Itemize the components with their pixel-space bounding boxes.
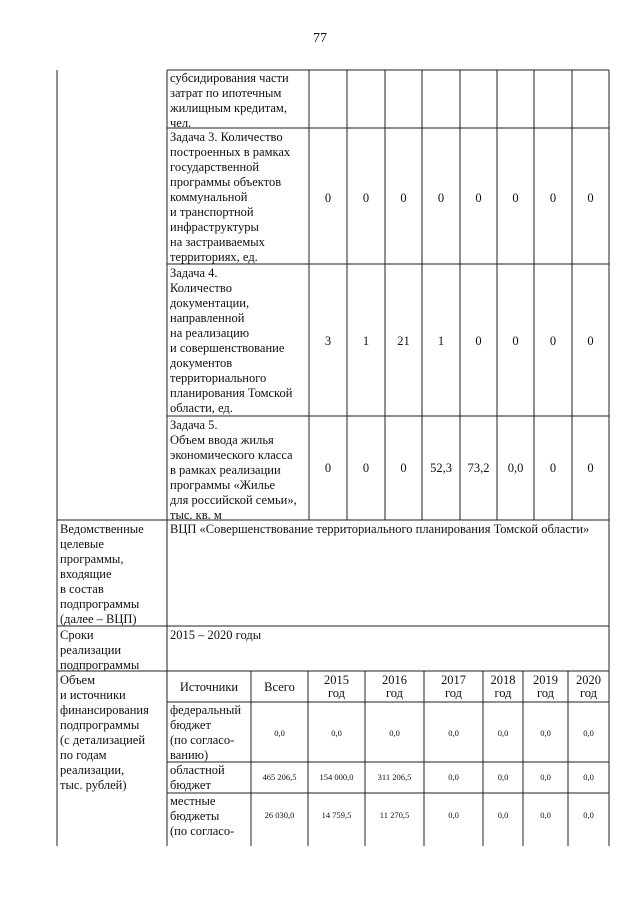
cell-value: 0 <box>587 334 594 348</box>
page-number: 77 <box>313 31 327 46</box>
cell-value: 0 <box>362 461 370 475</box>
cell-value: 0 <box>512 334 519 348</box>
cell-value: 0,0 <box>540 728 551 738</box>
header-year: 2018 год <box>490 673 516 700</box>
cell-value: 0,0 <box>389 728 400 738</box>
cell-value: 0 <box>475 191 482 205</box>
terms-label: Сроки реализации подпрограммы <box>60 628 140 672</box>
indicator-label-task5: Задача 5. Объем ввода жилья экономического класса в рамках реализации программы «Жилье для российской семьи», тыс. кв. м <box>170 418 297 522</box>
source-regional: областной бюджет <box>170 763 225 792</box>
cell-value: 0 <box>324 191 332 205</box>
cell-value: 11 270,5 <box>379 810 410 820</box>
cell-value: 0 <box>587 461 594 475</box>
cell-value: 0 <box>437 191 445 205</box>
cell-value: 0 <box>549 334 557 348</box>
indicator-label-task4: Задача 4. Количество документации, направленной на реализацию и совершенствование документов территориального планирования Томской области, ед. <box>170 266 293 415</box>
cell-value: 154 000,0 <box>319 772 354 782</box>
cell-value: 0,0 <box>274 728 285 738</box>
cell-value: 0 <box>324 461 332 475</box>
indicator-label-1: субсидирования части затрат по ипотечным жилищным кредитам, чел. <box>170 71 289 130</box>
cell-value: 0,0 <box>448 810 459 820</box>
cell-value: 73,2 <box>467 461 490 475</box>
cell-value: 0 <box>400 461 407 475</box>
cell-value: 0 <box>549 461 557 475</box>
cell-value: 0,0 <box>583 810 594 820</box>
cell-value: 14 759,5 <box>321 810 352 820</box>
cell-value: 0,0 <box>540 810 551 820</box>
cell-value: 0,0 <box>583 772 594 782</box>
financing-label: Объем и источники финансирования подпрограммы (с детализацией по годам реализации, тыс. рублей) <box>60 673 149 792</box>
vcp-label: Ведомственные целевые программы, входящие в состав подпрограммы (далее – ВЦП) <box>60 522 144 626</box>
header-year: 2020 год <box>576 673 601 700</box>
cell-value: 0 <box>587 191 594 205</box>
source-federal: федеральный бюджет (по согласо- ванию) <box>170 703 242 762</box>
header-year: 2017 год <box>441 673 466 700</box>
cell-value: 1 <box>437 334 445 348</box>
cell-value: 0,0 <box>497 772 509 782</box>
cell-value: 21 <box>397 334 410 348</box>
header-year: 2015 год <box>324 673 349 700</box>
cell-value: 0,0 <box>583 728 594 738</box>
terms-value: 2015 – 2020 годы <box>170 628 262 642</box>
cell-value: 0 <box>400 191 407 205</box>
cell-value: 0,0 <box>497 728 509 738</box>
cell-value: 26 030,0 <box>264 810 295 820</box>
cell-value: 311 206,5 <box>377 772 412 782</box>
cell-value: 0 <box>475 334 482 348</box>
cell-value: 0,0 <box>448 728 459 738</box>
cell-value: 0 <box>549 191 557 205</box>
cell-value: 465 206,5 <box>262 772 297 782</box>
header-year: 2019 год <box>533 673 558 700</box>
indicator-label-task3: Задача 3. Количество построенных в рамках государственной программы объектов коммунальной и транспортной инфраструктуры на застраиваемых территориях, ед. <box>170 130 291 264</box>
cell-value: 0,0 <box>448 772 459 782</box>
cell-value: 0 <box>512 191 519 205</box>
cell-value: 0,0 <box>540 772 551 782</box>
cell-value: 0,0 <box>507 461 524 475</box>
cell-value: 3 <box>324 334 332 348</box>
cell-value: 52,3 <box>430 461 452 475</box>
cell-value: 0 <box>362 191 370 205</box>
cell-value: 0,0 <box>331 728 342 738</box>
cell-value: 0,0 <box>497 810 509 820</box>
cell-value: 1 <box>362 334 370 348</box>
source-local: местные бюджеты (по согласо- <box>170 794 235 838</box>
header-sources: Источники <box>179 680 239 694</box>
header-year: 2016 год <box>382 673 407 700</box>
header-total: Всего <box>264 680 295 694</box>
vcp-value: ВЦП «Совершенствование территориального планирования Томской области» <box>170 522 590 536</box>
